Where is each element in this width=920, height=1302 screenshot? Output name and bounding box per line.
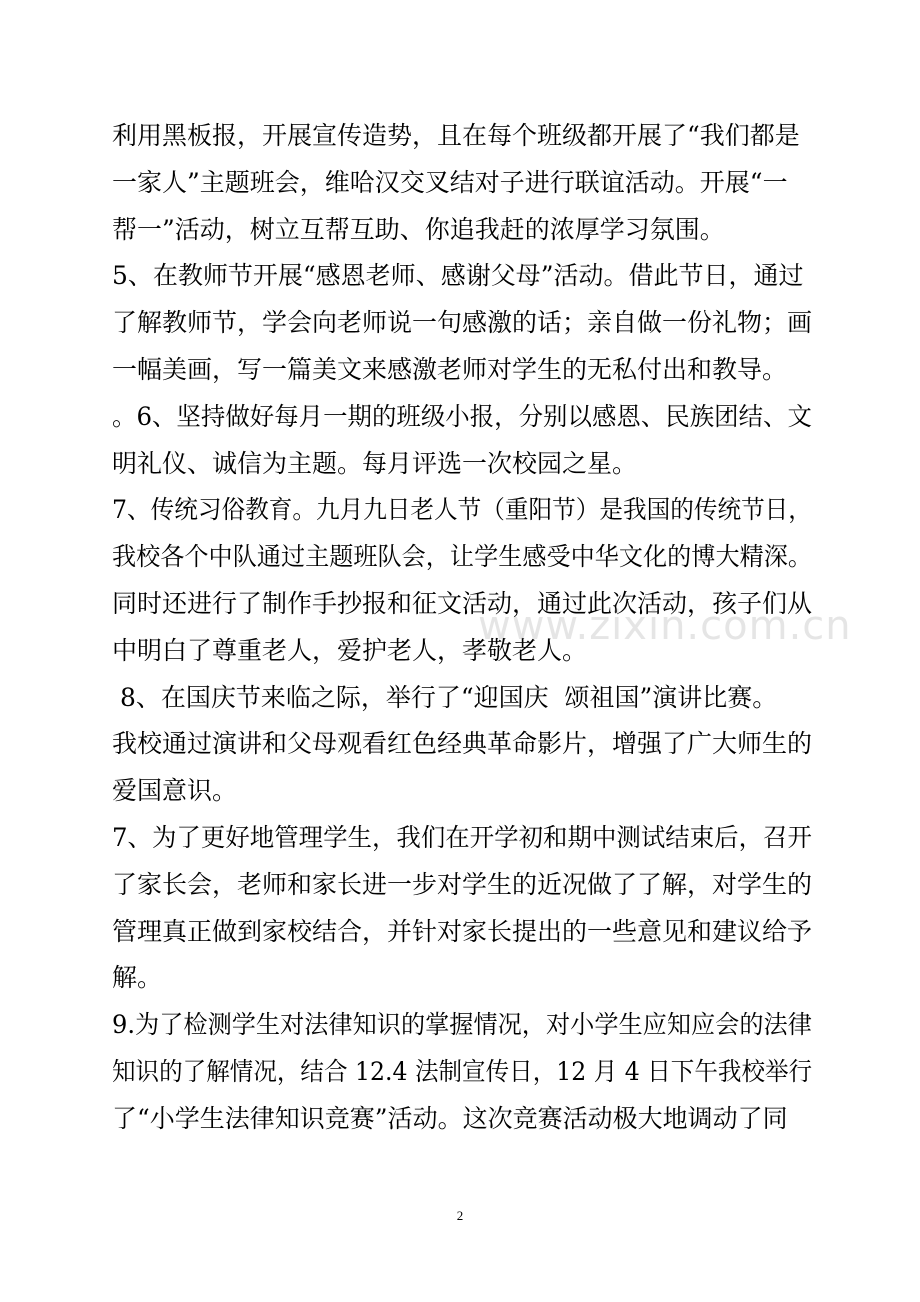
text-line: 利用黑板报，开展宣传造势，且在每个班级都开展了“我们都是 [112,121,800,150]
text-line: 中明白了尊重老人，爱护老人，孝敬老人。 [112,635,588,665]
text-line: 爱国意识。 [112,776,238,806]
text-line: 。6、坚持做好每月一期的班级小报，分别以感恩、民族团结、文 [112,401,812,431]
watermark: www.zixin.com.cn [478,603,852,649]
text-line: 管理真正做到家校结合，并针对家长提出的一些意见和建议给予 [112,916,813,946]
text-line: 我校通过演讲和父母观看红色经典革命影片，增强了广大师生的 [112,729,813,759]
text-line: 7、为了更好地管理学生，我们在开学初和期中测试结束后，召开 [112,822,812,852]
page-number: 2 [456,1208,464,1223]
text-line: 了解教师节，学会向老师说一句感激的话；亲自做一份礼物；画 [112,308,813,338]
text-line: 了“小学生法律知识竞赛”活动。这次竞赛活动极大地调动了同 [112,1103,788,1133]
text-line: 7、传统习俗教育。九月九日老人节（重阳节）是我国的传统节日， [112,495,812,525]
text-line: 5、在教师节开展“感恩老师、感谢父母”活动。借此节日，通过 [112,261,804,291]
text-line: 一幅美画，写一篇美文来感激老师对学生的无私付出和教导。 [112,354,788,384]
text-line: 8、在国庆节来临之际，举行了“迎国庆 颂祖国”演讲比赛。 [112,682,778,712]
text-line: 了家长会，老师和家长进一步对学生的近况做了了解，对学生的 [112,869,813,899]
text-line: 知识的了解情况，结合 12.4 法制宣传日，12 月 4 日下午我校举行 [112,1056,813,1086]
text-line: 同时还进行了制作手抄报和征文活动，通过此次活动，孩子们从 [112,588,813,618]
text-line: 我校各个中队通过主题班队会，让学生感受中华文化的博大精深。 [112,542,813,572]
text-line: 帮一”活动，树立互帮互助、你追我赶的浓厚学习氛围。 [112,214,725,244]
text-line: 明礼仪、诚信为主题。每月评选一次校园之星。 [112,448,638,478]
text-line: 一家人”主题班会，维哈汉交叉结对子进行联谊活动。开展“一 [112,167,788,197]
text-line: 9.为了检测学生对法律知识的掌握情况，对小学生应知应会的法律 [112,1010,812,1040]
text-line: 解。 [112,963,163,993]
